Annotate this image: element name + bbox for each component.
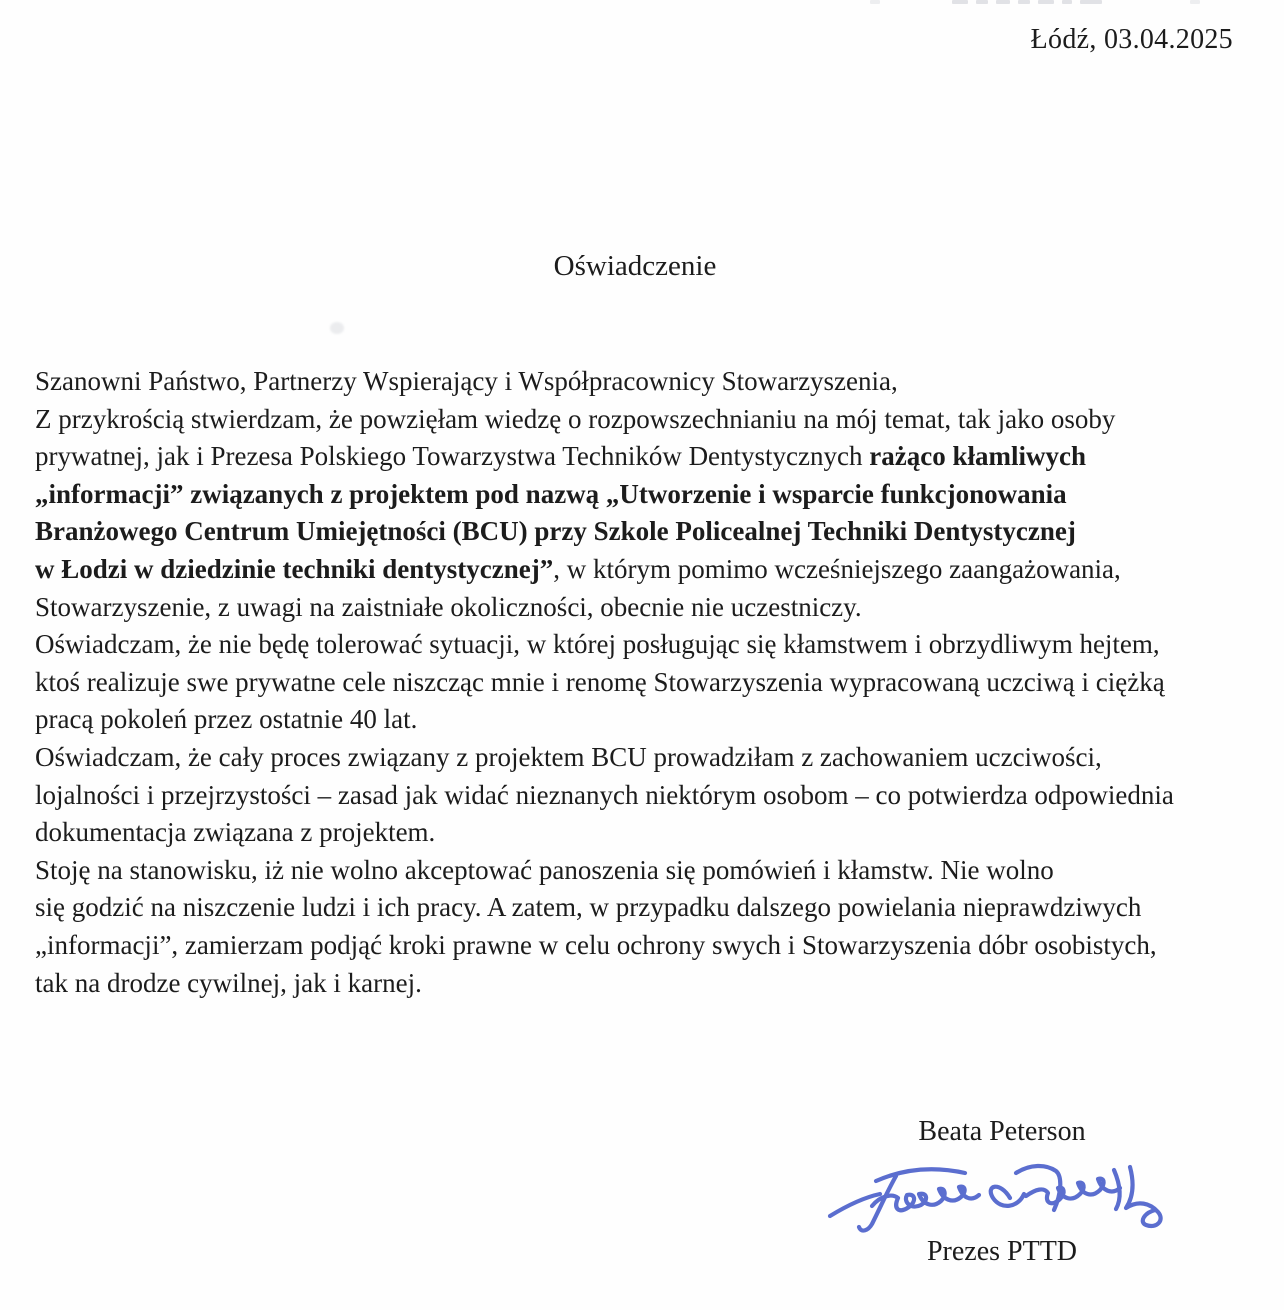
body-line bbox=[35, 551, 1249, 589]
body-segment: Szanowni Państwo, Partnerzy Wspierający i Współpracownicy Stowarzyszenia, bbox=[35, 366, 898, 396]
body-line bbox=[35, 701, 1249, 739]
signer-typed-name: Beata Peterson bbox=[918, 1116, 1086, 1147]
scan-artifact bbox=[1080, 0, 1102, 4]
body-segment: „informacji”, zamierzam podjąć kroki prawne w celu ochrony swych i Stowarzyszenia dóbr osobistych, bbox=[35, 929, 1157, 960]
scan-speck bbox=[330, 322, 344, 334]
body-line bbox=[35, 626, 1249, 664]
body-segment: Oświadczam, że cały proces związany z projektem BCU prowadziłam z zachowaniem uczciwości, bbox=[35, 741, 1102, 772]
body-segment: prywatnej, jak i Prezesa Polskiego Towarzystwa Techników Dentystycznych bbox=[35, 441, 870, 472]
body-segment-bold: rażąco kłamliwych bbox=[869, 441, 1086, 472]
scan-artifact bbox=[952, 0, 968, 4]
body-line bbox=[35, 438, 1249, 476]
body-text bbox=[35, 363, 1249, 1002]
body-segment: Stowarzyszenie, z uwagi na zaistniałe okoliczności, obecnie nie uczestniczy. bbox=[35, 591, 862, 622]
body-line bbox=[35, 777, 1249, 815]
page-title: Oświadczenie bbox=[553, 250, 717, 282]
body-line bbox=[35, 889, 1249, 927]
body-line bbox=[35, 476, 1249, 514]
body-segment: ktoś realizuje swe prywatne cele niszcząc mnie i renomę Stowarzyszenia wypracowaną uczciwą i ciężką bbox=[35, 666, 1165, 697]
body-segment: Stoję na stanowisku, iż nie wolno akceptować panoszenia się pomówień i kłamstw. Nie wolno bbox=[35, 854, 1054, 885]
body-line bbox=[35, 513, 1249, 551]
body-segment: Z przykrością stwierdzam, że powzięłam wiedzę o rozpowszechnianiu na mój temat, tak jako osoby bbox=[35, 403, 1116, 434]
scan-artifact bbox=[996, 0, 1010, 4]
body-line bbox=[35, 814, 1249, 852]
body-segment: dokumentacja związana z projektem. bbox=[35, 817, 436, 848]
scan-artifact bbox=[1062, 0, 1072, 4]
scan-artifact bbox=[1018, 0, 1030, 4]
date-line: Łódź, 03.04.2025 bbox=[1030, 24, 1233, 55]
body-line bbox=[35, 739, 1249, 777]
body-segment-bold: „informacji” związanych z projektem pod nazwą „Utworzenie i wsparcie funkcjonowania bbox=[35, 478, 1067, 509]
body-line bbox=[35, 589, 1249, 627]
body-segment: , w którym pomimo wcześniejszego zaangażowania, bbox=[553, 553, 1121, 584]
signer-role: Prezes PTTD bbox=[926, 1236, 1078, 1267]
body-segment-bold: w Łodzi w dziedzinie techniki dentystycznej” bbox=[35, 553, 554, 584]
body-segment: Oświadczam, że nie będę tolerować sytuacji, w której posługując się kłamstwem i obrzydliwym hejtem, bbox=[35, 629, 1160, 660]
body-line bbox=[35, 363, 1249, 401]
body-line bbox=[35, 664, 1249, 702]
body-line bbox=[35, 927, 1249, 965]
body-line bbox=[35, 401, 1249, 439]
body-segment: tak na drodze cywilnej, jak i karnej. bbox=[35, 967, 422, 998]
body-line bbox=[35, 852, 1249, 890]
body-segment-bold: Branżowego Centrum Umiejętności (BCU) przy Szkole Policealnej Techniki Dentystycznej bbox=[35, 516, 1076, 547]
scan-artifact bbox=[1038, 0, 1054, 4]
scan-artifact bbox=[870, 0, 880, 4]
body-segment: pracą pokoleń przez ostatnie 40 lat. bbox=[35, 704, 418, 735]
body-line bbox=[35, 965, 1249, 1003]
scan-artifact bbox=[1190, 0, 1200, 4]
scan-artifact bbox=[976, 0, 988, 4]
body-segment: się godzić na niszczenie ludzi i ich pracy. A zatem, w przypadku dalszego powielania nieprawdziwych bbox=[35, 892, 1142, 923]
body-segment: lojalności i przejrzystości – zasad jak widać nieznanych niektórym osobom – co potwierdza odpowiednia bbox=[35, 779, 1174, 810]
